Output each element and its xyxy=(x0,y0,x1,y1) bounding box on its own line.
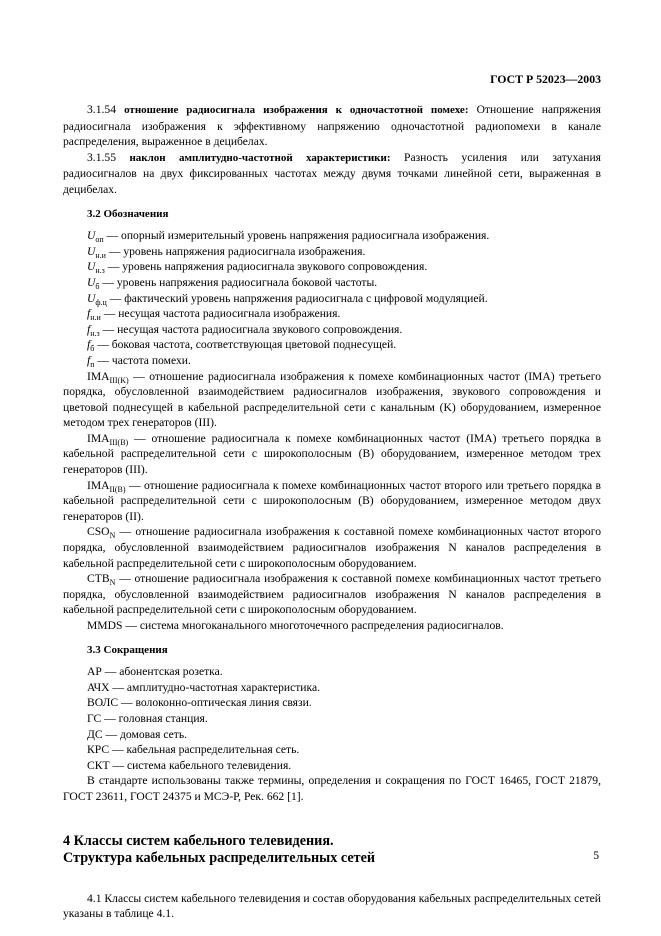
symbol-item: $U_{ф.ц}$ — фактический уровень напряжения радиосигнала с цифровой модуляцией. xyxy=(87,291,488,307)
symbol-item: $U_б$ — уровень напряжения радиосигнала боковой частоты. xyxy=(87,275,378,291)
designation-ima-iii-k: $IMA_{III(K)}$ — отношение радиосигнала изображения к помехе комбинационных частот (IMA) третьего порядка, обусловленной взаимодействием радиосигналов изображения, звукового сопровождения и цветовой поднесущей в кабельной распределительной сети с канальным (K) оборудованием, измеренное методом трех генераторов (III). xyxy=(63,369,601,430)
symbol-item: $U_{н.з}$ — уровень напряжения радиосигнала звукового сопровождения. xyxy=(87,260,428,276)
term-definition: Разность усиления или затухания радиосигналов на двух фиксированных частотах между двумя точками линейной сети, выраженная в децибелах. xyxy=(63,150,602,196)
page-number: 5 xyxy=(593,849,599,862)
abbreviations-note: В стандарте использованы также термины, определения и сокращения по ГОСТ 16465, ГОСТ 21879, ГОСТ 23611, ГОСТ 24375 и МСЭ-Р, Рек. 662 [1]. xyxy=(63,774,601,803)
abbreviation-item: ДС — домовая сеть. xyxy=(87,727,188,741)
abbreviation-item: СКТ — система кабельного телевидения. xyxy=(87,758,292,772)
term-title: наклон амплитудно-частотной характеристики: xyxy=(129,151,391,164)
chapter-heading xyxy=(63,833,601,867)
symbol-item: $f_{н.з}$ — несущая частота радиосигнала звукового сопровождения. xyxy=(87,322,403,338)
abbreviation-list xyxy=(63,664,601,773)
symbol-list xyxy=(63,228,601,368)
symbol-item: $f_п$ — частота помехи. xyxy=(87,353,191,369)
abbreviation-item: КРС — кабельная распределительная сеть. xyxy=(87,743,300,757)
chapter-paragraph-4-1: 4.1 Классы систем кабельного телевидения и состав оборудования кабельных распределительных сетей указаны в таблице 4.1. xyxy=(63,891,601,921)
symbol-item: $U_{н.и}$ — уровень напряжения радиосигнала изображения. xyxy=(87,244,366,260)
designation-cso: $CSO_N$ — отношение радиосигнала изображения к составной помехе комбинационных частот второго порядка, обусловленной взаимодействием радиосигналов изображения N каналов распределения в кабельной распределительной сети с широкополосным оборудованием. xyxy=(63,525,601,570)
abbreviation-item: ВОЛС — волоконно-оптическая линия связи. xyxy=(87,696,312,710)
section-heading-abbreviations: 3.3 Сокращения xyxy=(87,643,168,656)
abbreviation-item: ГС — головная станция. xyxy=(87,711,208,725)
designation-ima-iii-b: $IMA_{III(B)}$ — отношение радиосигнала к помехе комбинационных частот (IMA) третьего порядка в кабельной распределительной сети с широкополосным (B) оборудованием, измеренное методом трех генераторов (III). xyxy=(63,431,601,477)
abbreviation-item: АР — абонентская розетка. xyxy=(87,665,223,679)
page-header: ГОСТ Р 52023—2003 xyxy=(490,72,601,86)
term-3-1-55 xyxy=(63,150,601,198)
symbol-item: $f_{н.и}$ — несущая частота радиосигнала изображения. xyxy=(87,307,341,323)
chapter-title-line-2: Структура кабельных распределительных сетей xyxy=(63,849,376,866)
term-definition: Отношение напряжения радиосигнала изображения к эффективному напряжению одночастотной радиопомехи в канале распределения, выраженное в децибелах. xyxy=(63,103,601,149)
term-3-1-54 xyxy=(63,102,601,150)
symbol-item: $U_{оп}$ — опорный измерительный уровень напряжения радиосигнала изображения. xyxy=(87,229,490,245)
chapter-title-line-1: 4 Классы систем кабельного телевидения. xyxy=(63,832,334,849)
section-heading-designations: 3.2 Обозначения xyxy=(87,207,169,220)
term-number: 3.1.55 xyxy=(87,150,116,164)
document-body xyxy=(63,102,601,922)
designation-mmds: MMDS — система многоканального многоточечного распределения радиосигналов. xyxy=(87,619,504,632)
designation-ctb: $CTB_N$ — отношение радиосигнала изображения к составной помехе комбинационных частот третьего порядка, обусловленной взаимодействием радиосигналов изображения N каналов распределения в кабельной распределительной сети с широкополосным оборудованием. xyxy=(63,572,601,617)
term-number: 3.1.54 xyxy=(87,103,116,116)
abbreviation-item: АЧХ — амплитудно-частотная характеристика. xyxy=(87,680,320,694)
designation-ima-ii-b: $IMA_{II(B)}$ — отношение радиосигнала к помехе комбинационных частот второго или третьего порядка в кабельной распределительной сети с широкополосным (B) оборудованием, измеренное методом двух генераторов (II). xyxy=(63,478,601,523)
term-title: отношение радиосигнала изображения к одночастотной помехе: xyxy=(124,104,469,116)
symbol-item: $f_б$ — боковая частота, соответствующая цветовой поднесущей. xyxy=(87,338,397,354)
